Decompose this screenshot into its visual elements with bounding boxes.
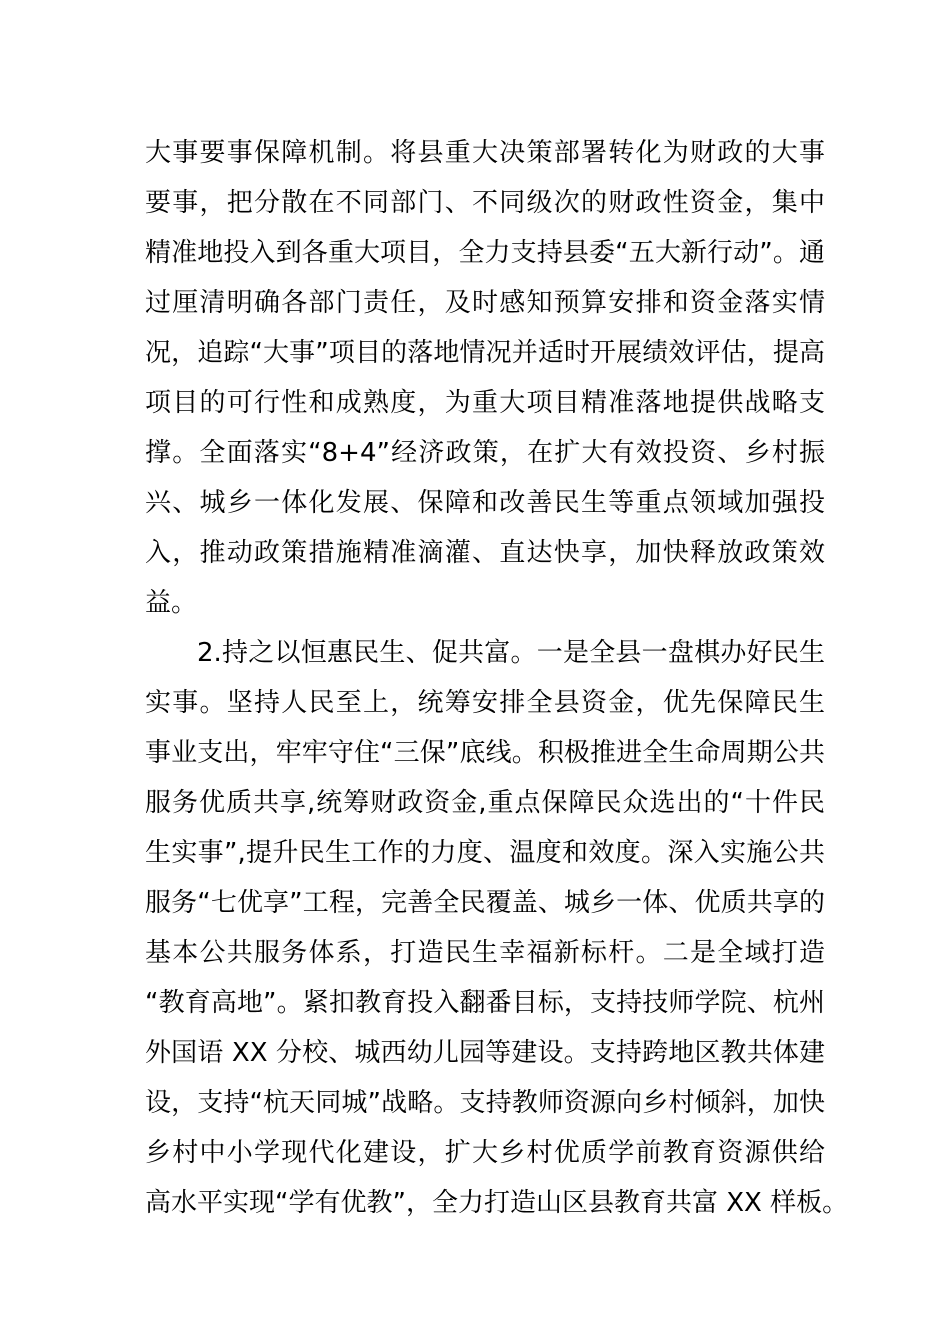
text-line: 事业支出，牢牢守住“三保”底线。积极推进全生命周期公共 [145, 738, 825, 768]
text-line: 外国语 XX 分校、城西幼儿园等建设。支持跨地区教共体建 [145, 1038, 825, 1068]
text-line: 入，推动政策措施精准滴灌、直达快享，加快释放政策效 [145, 538, 825, 568]
text-line: 高水平实现“学有优教”，全力打造山区县教育共富 XX 样板。 [145, 1188, 849, 1218]
text-line: 生实事”,提升民生工作的力度、温度和效度。深入实施公共 [145, 838, 825, 868]
text-line: 精准地投入到各重大项目，全力支持县委“五大新行动”。通 [145, 238, 825, 268]
paragraph-2 [145, 628, 849, 1228]
text-line: 况，追踪“大事”项目的落地情况并适时开展绩效评估，提高 [145, 338, 825, 368]
text-line: 益。 [145, 588, 198, 618]
text-line: “教育高地”。紧扣教育投入翻番目标，支持技师学院、杭州 [145, 988, 825, 1018]
text-line: 过厘清明确各部门责任，及时感知预算安排和资金落实情 [145, 288, 825, 318]
text-line: 乡村中小学现代化建设，扩大乡村优质学前教育资源供给 [145, 1138, 825, 1168]
text-line: 撑。全面落实“8+4”经济政策，在扩大有效投资、乡村振 [145, 438, 825, 468]
body-text [145, 128, 849, 1228]
text-line: 基本公共服务体系，打造民生幸福新标杆。二是全域打造 [145, 938, 825, 968]
paragraph-1 [145, 128, 825, 628]
text-line: 实事。坚持人民至上，统筹安排全县资金，优先保障民生 [145, 688, 825, 718]
text-line: 兴、城乡一体化发展、保障和改善民生等重点领域加强投 [145, 488, 825, 518]
text-line: 项目的可行性和成熟度，为重大项目精准落地提供战略支 [145, 388, 825, 418]
text-line: 服务优质共享,统筹财政资金,重点保障民众选出的“十件民 [145, 788, 825, 818]
text-line: 要事，把分散在不同部门、不同级次的财政性资金，集中 [145, 188, 825, 218]
text-line: 设，支持“杭天同城”战略。支持教师资源向乡村倾斜，加快 [145, 1088, 825, 1118]
text-line: 2.持之以恒惠民生、促共富。一是全县一盘棋办好民生 [197, 638, 825, 668]
text-line: 大事要事保障机制。将县重大决策部署转化为财政的大事 [145, 138, 825, 168]
text-line: 服务“七优享”工程，完善全民覆盖、城乡一体、优质共享的 [145, 888, 825, 918]
